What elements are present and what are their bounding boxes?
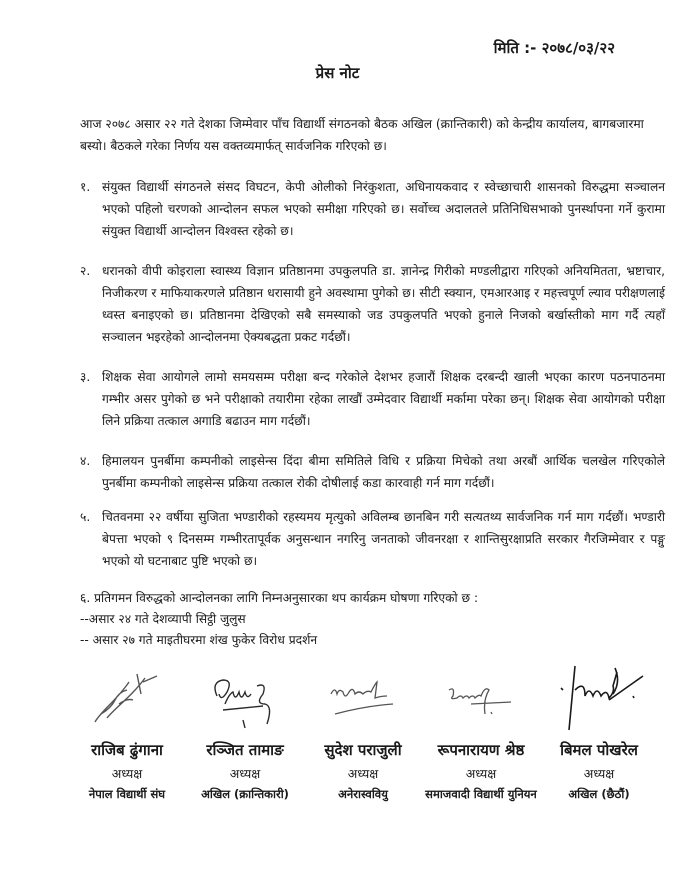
signatory-role: अध्यक्ष [229, 766, 261, 781]
signatory-name: रञ्जित तामाङ [206, 741, 284, 759]
signatory-name: रूपनारायण श्रेष्ठ [437, 741, 525, 759]
signature-image [186, 660, 304, 732]
point-number: ४. [80, 454, 91, 468]
point-item [80, 506, 665, 572]
point-number: ५. [80, 510, 91, 524]
program-section [80, 588, 660, 651]
signature-image [68, 660, 186, 732]
point-text: चितवनमा २२ वर्षीया सुजिता भण्डारीको रहस्यमय मृत्युको अविलम्ब छानबिन गरी सत्यतथ्य सार्वजनिक गर्न माग गर्दछौं। भण्डारी बेपत्ता भएको ९ दिनसम्म गम्भीरतापूर्वक अनुसन्धान नगरिनु जनताको जीवनरक्षा र शान्तिसुरक्षाप्रति सरकार गैरजिम्मेवार र पङ्गु भएको यो घटनाबाट पुष्टि भएको छ। [102, 510, 665, 568]
handwritten-signature [77, 660, 177, 732]
signatory-organization: अनेरास्ववियु [338, 787, 388, 801]
document-title: प्रेस नोट [315, 64, 360, 82]
signatories-block [68, 660, 658, 810]
point-number: १. [80, 180, 91, 194]
signatory-organization: अखिल (क्रान्तिकारी) [201, 787, 289, 801]
program-item: --असार २४ गते देशव्यापी सिट्ठी जुलुस [80, 612, 246, 626]
signatory-role: अध्यक्ष [583, 766, 615, 781]
point-item [80, 260, 665, 348]
signatory-role: अध्यक्ष [347, 766, 379, 781]
signatory [422, 660, 540, 810]
signatory-organization: अखिल (छैठौं) [568, 787, 630, 801]
program-heading: ६. प्रतिगमन विरुद्धको आन्दोलनका लागि निम्नअनुसारका थप कार्यक्रम घोषणा गरिएको छ : [80, 591, 479, 605]
point-item [80, 366, 665, 432]
handwritten-signature [195, 660, 295, 732]
signatory-organization: समाजवादी विद्यार्थी युनियन [425, 787, 537, 801]
point-item [80, 450, 665, 494]
point-text: शिक्षक सेवा आयोगले लामो समयसम्म परीक्षा बन्द गरेकोले देशभर हजारौं शिक्षक दरबन्दी खाली भएका कारण पठनपाठनमा गम्भीर असर पुगेको छ भने परीक्षाको तयारीमा रहेका लाखौं उम्मेदवार विद्यार्थी मर्कामा परेका छन्। शिक्षक सेवा आयोगको परीक्षा लिने प्रक्रिया तत्काल अगाडि बढाउन माग गर्दछौं। [102, 370, 665, 428]
point-text: धरानको वीपी कोइराला स्वास्थ्य विज्ञान प्रतिष्ठानमा उपकुलपति डा. ज्ञानेन्द्र गिरीको मण्डलीद्वारा गरिएको अनियमितता, भ्रष्टाचार, निजीकरण र माफियाकरणले प्रतिष्ठान धरासायी हुने अवस्थामा पुगेको छ। सीटी स्क्यान, एमआरआइ र महत्त्वपूर्ण ल्याव परीक्षणलाई ध्वस्त बनाइएको छ। प्रतिष्ठानमा देखिएको सबै समस्याको जड उपकुलपति भएको हुनाले निजको बर्खास्तीको माग गर्दै त्यहाँ सञ्चालन भइरहेको आन्दोलनमा ऐक्यबद्धता प्रकट गर्दछौं। [102, 264, 665, 344]
signatory-name: बिमल पोखरेल [560, 741, 638, 759]
point-item [80, 176, 665, 242]
signatory [540, 660, 658, 810]
signatory-role: अध्यक्ष [465, 766, 497, 781]
signatory [186, 660, 304, 810]
handwritten-signature [549, 660, 649, 732]
signatory-organization: नेपाल विद्यार्थी संघ [88, 787, 166, 801]
program-item: -- असार २७ गते माइतीघरमा शंख फुकेर विरोध प्रदर्शन [80, 633, 318, 647]
handwritten-signature [431, 660, 531, 732]
point-number: २. [80, 264, 91, 278]
intro-paragraph: आज २०७८ असार २२ गते देशका जिम्मेवार पाँच विद्यार्थी संगठनको बैठक अखिल (क्रान्तिकारी) को केन्द्रीय कार्यालय, बागबजारमा बस्यो। बैठकले गरेका निर्णय यस वक्तव्यमार्फत् सार्वजनिक गरिएको छ। [80, 117, 644, 153]
signature-image [540, 660, 658, 732]
signatory [304, 660, 422, 810]
point-text: संयुक्त विद्यार्थी संगठनले संसद विघटन, केपी ओलीको निरंकुशता, अधिनायकवाद र स्वेच्छाचारी शासनको विरुद्धमा सञ्चालन भएको पहिलो चरणको आन्दोलन सफल भएको समीक्षा गरिएको छ। सर्वोच्च अदालतले प्रतिनिधिसभाको पुनर्स्थापना गर्ने कुरामा संयुक्त विद्यार्थी आन्दोलन विश्वस्त रहेको छ। [102, 180, 665, 238]
signature-image [422, 660, 540, 732]
signatory [68, 660, 186, 810]
handwritten-signature [313, 660, 413, 732]
point-text: हिमालयन पुनर्बीमा कम्पनीको लाइसेन्स दिंदा बीमा समितिले विधि र प्रक्रिया मिचेको तथा अरबौं आर्थिक चलखेल गरिएकोले पुनर्बीमा कम्पनीको लाइसेन्स प्रक्रिया तत्काल रोकी दोषीलाई कडा कारवाही गर्न माग गर्दछौं। [102, 454, 665, 490]
signatory-name: राजिब ढुंगाना [91, 741, 163, 759]
signatory-role: अध्यक्ष [111, 766, 143, 781]
signature-image [304, 660, 422, 732]
point-number: ३. [80, 370, 91, 384]
signatory-name: सुदेश पराजुली [324, 741, 402, 759]
document-date: मिति :- २०७८/०३/२२ [493, 39, 615, 57]
